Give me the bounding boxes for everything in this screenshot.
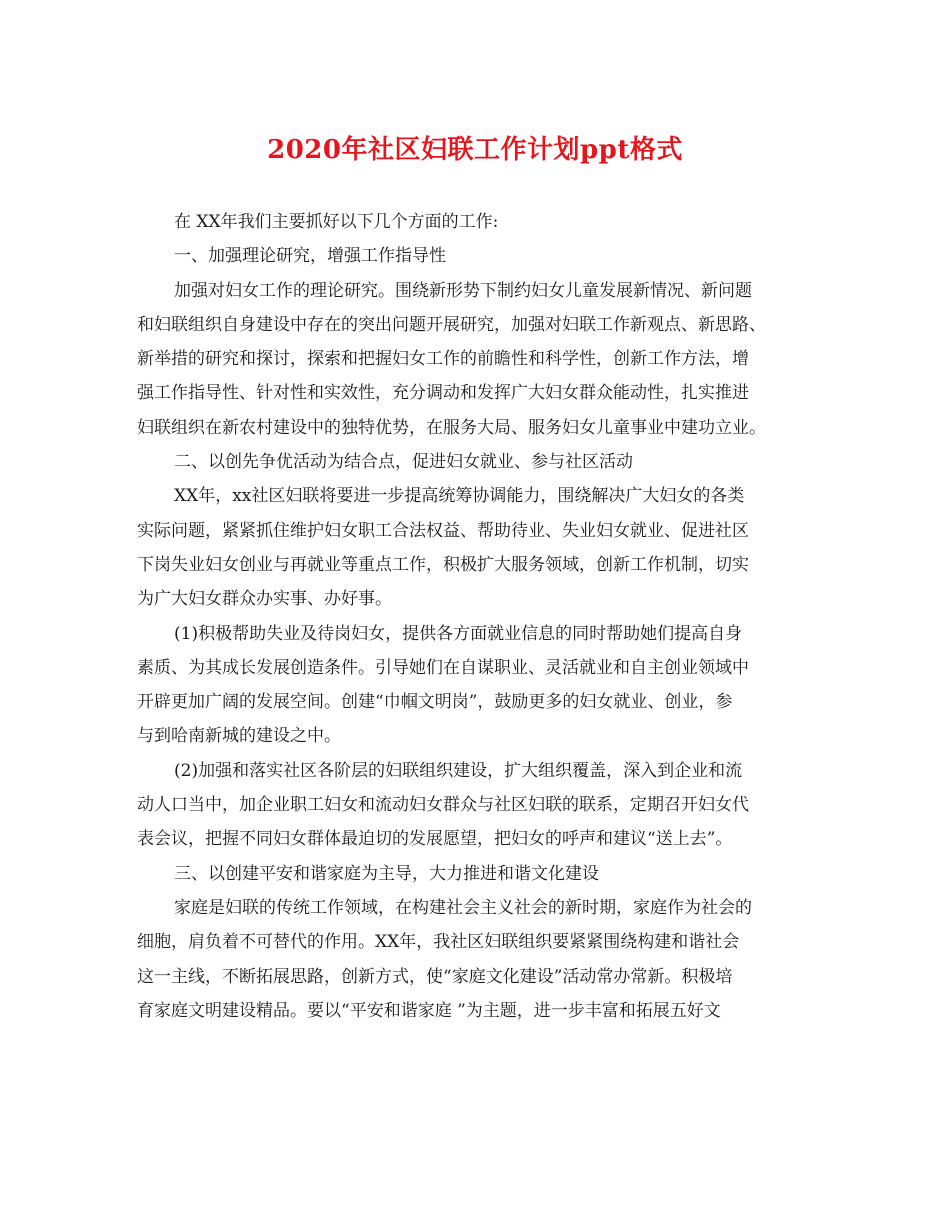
document-body — [137, 205, 827, 1028]
paragraph-line: 细胞，肩负着不可替代的作用。XX年，我社区妇联组织要紧紧围绕构建和谐社会 — [137, 932, 740, 953]
section-heading: 一、加强理论研究，增强工作指导性 — [174, 246, 446, 267]
paragraph-line: 育家庭文明建设精品。要以“平安和谐家庭 ”为主题，进一步丰富和拓展五好文 — [137, 1000, 721, 1021]
paragraph-line: 与到哈南新城的建设之中。 — [137, 726, 341, 747]
paragraph-line: 加强对妇女工作的理论研究。围绕新形势下制约妇女儿童发展新情况、新问题 — [174, 280, 752, 301]
paragraph-line: 实际问题，紧紧抓住维护妇女职工合法权益、帮助待业、失业妇女就业、促进社区 — [137, 520, 749, 541]
paragraph-line: 和妇联组织自身建设中存在的突出问题开展研究，加强对妇联工作新观点、新思路、 — [137, 314, 766, 335]
paragraph-line: 妇联组织在新农村建设中的独特优势，在服务大局、服务妇女儿童事业中建功立业。 — [137, 417, 766, 438]
paragraph-line: (1)积极帮助失业及待岗妇女，提供各方面就业信息的同时帮助她们提高自身 — [174, 623, 743, 644]
paragraph-line: 下岗失业妇女创业与再就业等重点工作，积极扩大服务领域，创新工作机制，切实 — [137, 554, 749, 575]
paragraph-line: 素质、为其成长发展创造条件。引导她们在自谋职业、灵活就业和自主创业领域中 — [137, 657, 749, 678]
paragraph-line: 表会议，把握不同妇女群体最迫切的发展愿望，把妇女的呼声和建议“送上去”。 — [137, 829, 733, 850]
paragraph-line: XX年，xx社区妇联将要进一步提高统筹协调能力，围绕解决广大妇女的各类 — [174, 486, 745, 507]
paragraph-line: 动人口当中，加企业职工妇女和流动妇女群众与社区妇联的联系，定期召开妇女代 — [137, 795, 749, 816]
section-heading: 二、以创先争优活动为结合点，促进妇女就业、参与社区活动 — [174, 452, 633, 473]
paragraph-line: 家庭是妇联的传统工作领域，在构建社会主义社会的新时期，家庭作为社会的 — [174, 897, 752, 918]
paragraph-line: (2)加强和落实社区各阶层的妇联组织建设，扩大组织覆盖，深入到企业和流 — [174, 760, 743, 781]
document-title: 2020年社区妇联工作计划ppt格式 — [267, 135, 683, 165]
paragraph-line: 在 XX年我们主要抓好以下几个方面的工作: — [174, 212, 499, 232]
paragraph-line: 开辟更加广阔的发展空间。创建“巾帼文明岗”，鼓励更多的妇女就业、创业，参 — [137, 692, 733, 713]
paragraph-line: 强工作指导性、针对性和实效性，充分调动和发挥广大妇女群众能动性，扎实推进 — [137, 383, 749, 404]
paragraph-line: 新举措的研究和探讨，探索和把握妇女工作的前瞻性和科学性，创新工作方法，增 — [137, 349, 749, 370]
paragraph-line: 为广大妇女群众办实事、办好事。 — [137, 589, 392, 610]
paragraph-line: 这一主线，不断拓展思路，创新方式，使“家庭文化建设”活动常办常新。积极培 — [137, 966, 733, 987]
section-heading: 三、以创建平安和谐家庭为主导，大力推进和谐文化建设 — [174, 863, 599, 884]
